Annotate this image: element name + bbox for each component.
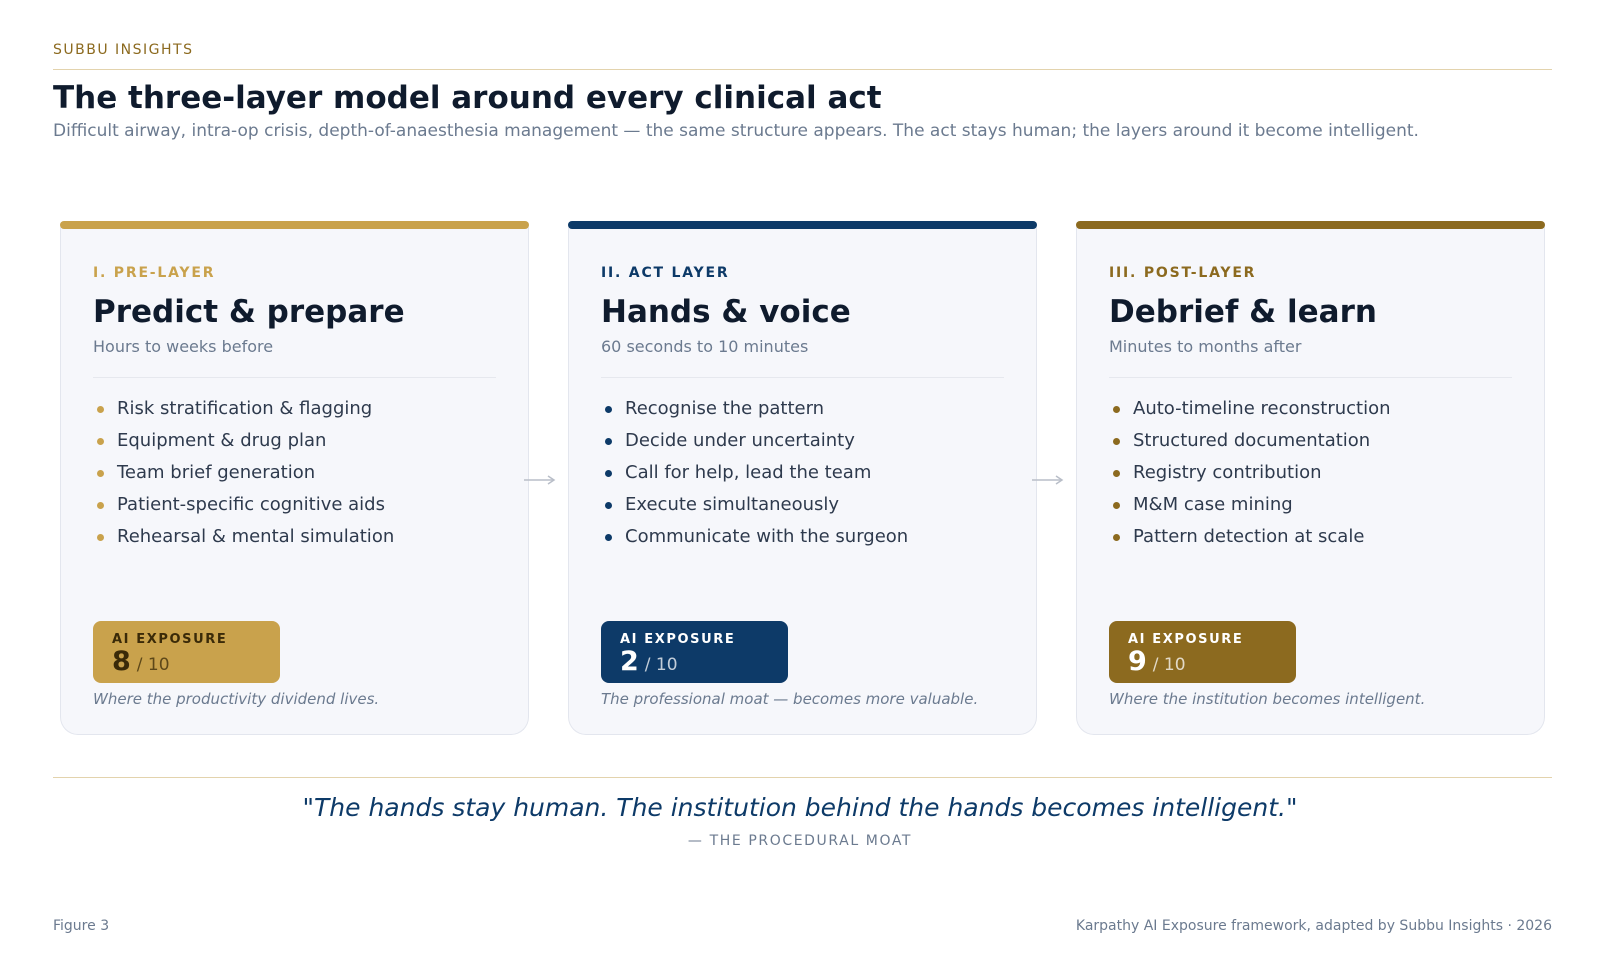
- layer-heading: Predict & prepare: [93, 294, 405, 330]
- layer-item-list: [93, 393, 394, 553]
- list-item-text: Call for help, lead the team: [625, 462, 872, 483]
- list-item: [1109, 425, 1391, 457]
- list-item-text: Rehearsal & mental simulation: [117, 526, 395, 547]
- score-max: / 10: [644, 655, 678, 675]
- bottom-divider: [53, 777, 1552, 778]
- pull-quote: "The hands stay human. The institution behind the hands becomes intelligent.": [302, 793, 1298, 822]
- list-item-text: Equipment & drug plan: [117, 430, 327, 451]
- list-item: [601, 521, 908, 553]
- score-value: 8: [112, 646, 131, 677]
- bullet-icon: [1113, 438, 1120, 445]
- list-item-text: Recognise the pattern: [625, 398, 825, 419]
- badge-score: [112, 648, 280, 676]
- figure-label: Figure 3: [53, 918, 110, 934]
- card-divider: [1109, 377, 1512, 378]
- list-item: [601, 393, 908, 425]
- layer-timing: Hours to weeks before: [93, 337, 274, 356]
- score-max: / 10: [1152, 655, 1186, 675]
- layer-heading: Hands & voice: [601, 294, 851, 330]
- bullet-icon: [97, 534, 104, 541]
- score-value: 9: [1128, 646, 1147, 677]
- badge-label: AI EXPOSURE: [620, 632, 736, 647]
- page-subtitle: Difficult airway, intra-op crisis, depth-of-anaesthesia management — the same structure appears. The act stays human; the layers around it become intelligent.: [53, 121, 1419, 141]
- list-item: [601, 489, 908, 521]
- score-value: 2: [620, 646, 639, 677]
- list-item-text: Patient-specific cognitive aids: [117, 494, 385, 515]
- layer-card-post: [1076, 227, 1545, 735]
- bullet-icon: [605, 502, 612, 509]
- list-item: [601, 457, 908, 489]
- list-item: [93, 489, 394, 521]
- list-item-text: Decide under uncertainty: [625, 430, 855, 451]
- layer-card-pre: [60, 227, 529, 735]
- list-item: [93, 393, 394, 425]
- list-item-text: Auto-timeline reconstruction: [1133, 398, 1391, 419]
- list-item-text: M&M case mining: [1133, 494, 1293, 515]
- list-item: [93, 457, 394, 489]
- badge-label: AI EXPOSURE: [1128, 632, 1244, 647]
- list-item-text: Structured documentation: [1133, 430, 1371, 451]
- bullet-icon: [97, 470, 104, 477]
- layer-timing: Minutes to months after: [1109, 337, 1302, 356]
- ai-exposure-badge: [1109, 621, 1296, 683]
- page-title: The three-layer model around every clinical act: [53, 80, 882, 116]
- bullet-icon: [97, 406, 104, 413]
- layer-note: Where the productivity dividend lives.: [93, 690, 380, 708]
- bullet-icon: [605, 406, 612, 413]
- source-credit: Karpathy AI Exposure framework, adapted by Subbu Insights · 2026: [1075, 918, 1552, 934]
- bullet-icon: [97, 502, 104, 509]
- bullet-icon: [97, 438, 104, 445]
- bullet-icon: [1113, 534, 1120, 541]
- list-item-text: Execute simultaneously: [625, 494, 840, 515]
- bullet-icon: [605, 438, 612, 445]
- bullet-icon: [1113, 502, 1120, 509]
- layer-timing: 60 seconds to 10 minutes: [601, 337, 809, 356]
- list-item: [93, 425, 394, 457]
- quote-attribution: — THE PROCEDURAL MOAT: [687, 833, 913, 849]
- ai-exposure-badge: [93, 621, 280, 683]
- layer-label: III. POST-LAYER: [1109, 265, 1257, 281]
- arrow-right-icon: [1032, 474, 1064, 486]
- card-divider: [601, 377, 1004, 378]
- list-item: [1109, 489, 1391, 521]
- score-max: / 10: [136, 655, 170, 675]
- card-accent-bar: [1076, 221, 1545, 229]
- brand-label: SUBBU INSIGHTS: [53, 42, 194, 58]
- list-item-text: Registry contribution: [1133, 462, 1322, 483]
- bullet-icon: [605, 534, 612, 541]
- layer-label: I. PRE-LAYER: [93, 265, 216, 281]
- card-accent-bar: [568, 221, 1037, 229]
- bullet-icon: [605, 470, 612, 477]
- list-item: [93, 521, 394, 553]
- badge-score: [620, 648, 788, 676]
- layer-item-list: [1109, 393, 1391, 553]
- list-item: [1109, 521, 1391, 553]
- layer-card-act: [568, 227, 1037, 735]
- list-item: [1109, 457, 1391, 489]
- ai-exposure-badge: [601, 621, 788, 683]
- card-divider: [93, 377, 496, 378]
- layer-heading: Debrief & learn: [1109, 294, 1377, 330]
- layer-label: II. ACT LAYER: [601, 265, 730, 281]
- list-item-text: Team brief generation: [117, 462, 316, 483]
- list-item: [1109, 393, 1391, 425]
- list-item-text: Communicate with the surgeon: [625, 526, 909, 547]
- list-item-text: Risk stratification & flagging: [117, 398, 373, 419]
- badge-label: AI EXPOSURE: [112, 632, 228, 647]
- layer-item-list: [601, 393, 908, 553]
- arrow-right-icon: [524, 474, 556, 486]
- layer-note: Where the institution becomes intelligent.: [1109, 690, 1426, 708]
- top-divider: [53, 69, 1552, 70]
- badge-score: [1128, 648, 1296, 676]
- list-item-text: Pattern detection at scale: [1133, 526, 1365, 547]
- layer-note: The professional moat — becomes more valuable.: [601, 690, 979, 708]
- list-item: [601, 425, 908, 457]
- bullet-icon: [1113, 406, 1120, 413]
- card-accent-bar: [60, 221, 529, 229]
- bullet-icon: [1113, 470, 1120, 477]
